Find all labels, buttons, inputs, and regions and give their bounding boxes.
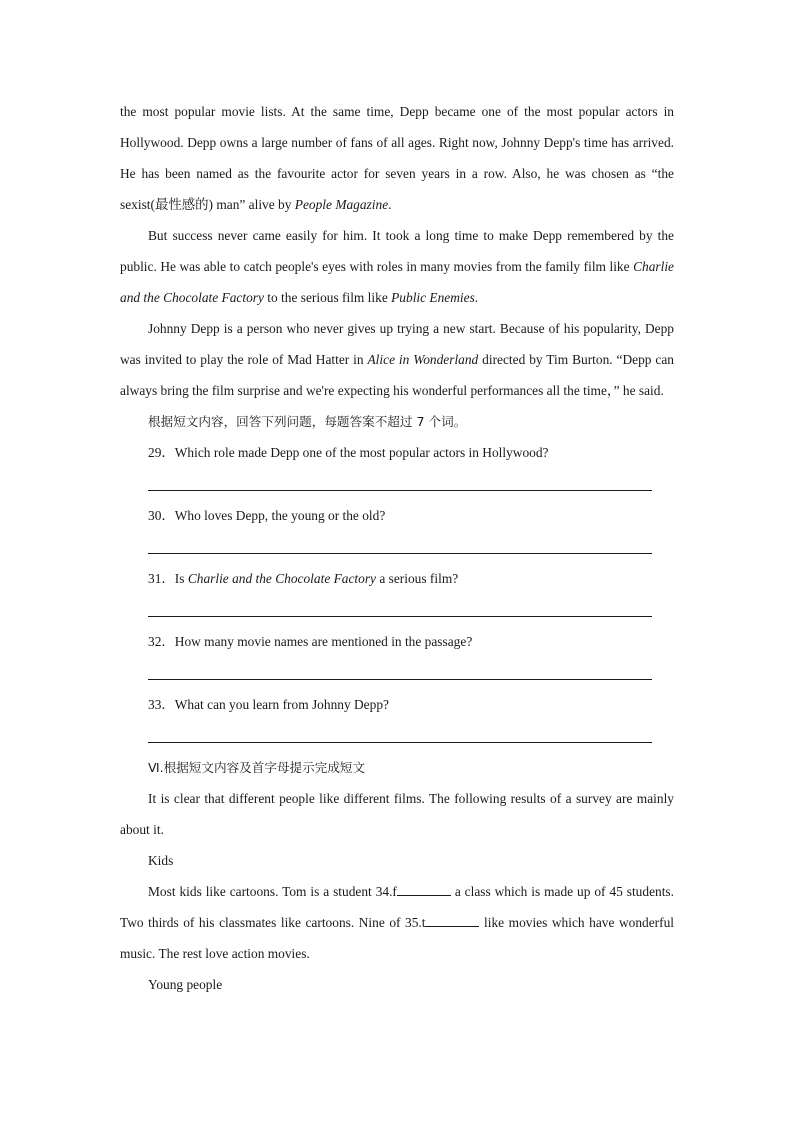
passage-text: . [388,197,392,212]
passage-text: . [474,290,479,305]
passage-text: to the serious film like [263,290,392,305]
question-instructions: 根据短文内容，回答下列问题，每题答案不超过 7 个词。 [148,414,467,429]
passage-text: Johnny Depp is a person who never gives up trying a new start. Because of his popularity, Depp was invited to play the role of Mad Hatter in [120,321,674,367]
film-title: Public Enemies [391,290,475,305]
kids-title: Kids [148,853,174,868]
question-text: a serious film? [376,571,459,586]
passage-text: But success never came easily for him. It took a long time to make Depp remembered by the public. He was able to catch people's eyes with roles in many movies from the family film like [120,228,674,274]
answer-line-32[interactable] [148,657,652,680]
question-29: 29．Which role made Depp one of the most popular actors in Hollywood? [148,445,549,460]
passage-text: the most popular movie lists. At the same time, Depp became one of the most popular actors in Hollywood. Depp owns a large number of fans of all ages. Right now, Johnny Depp's time has arrived. He has been named as the favourite actor for seven years in a row. Also, he was chosen as “the sexist(最性感的) man” alive by [120,104,674,212]
film-title: Charlie and the Chocolate Factory [187,571,376,586]
film-title: Charlie and the Chocolate Factory [120,259,674,305]
passage-paragraph-1 [120,96,674,220]
passage-text: Most kids like cartoons. Tom is a student 34.f [148,884,397,899]
magazine-title: People Magazine [294,197,389,212]
question-32: 32．How many movie names are mentioned in the passage? [148,634,473,649]
film-title: Alice in Wonderland [367,352,479,367]
passage-paragraph-2 [120,220,674,313]
blank-35[interactable] [425,914,479,927]
passage-text: a class which is made up of 45 students. Two thirds of his classmates like cartoons. Nine of 35.t [120,884,674,930]
section-6-intro: It is clear that different people like different films. The following results of a survey are mainly about it. [120,791,674,837]
blank-34[interactable] [397,883,451,896]
young-people-title: Young people [148,977,223,992]
answer-line-30[interactable] [148,531,652,554]
question-text: 31．Is [148,571,188,586]
question-31 [120,563,674,594]
kids-paragraph [120,876,674,969]
section-6-heading: Ⅵ.根据短文内容及首字母提示完成短文 [148,760,366,775]
answer-line-31[interactable] [148,594,652,617]
answer-line-29[interactable] [148,468,652,491]
passage-text: directed by Tim Burton. “Depp can always bring the film surprise and we're expecting his wonderful performances all the time，” he said. [120,352,674,398]
question-33: 33．What can you learn from Johnny Depp? [148,697,389,712]
answer-line-33[interactable] [148,720,652,743]
question-30: 30．Who loves Depp, the young or the old? [148,508,386,523]
passage-text: like movies which have wonderful music. The rest love action movies. [120,915,674,961]
passage-paragraph-3 [120,313,674,406]
document-page [120,96,674,1000]
